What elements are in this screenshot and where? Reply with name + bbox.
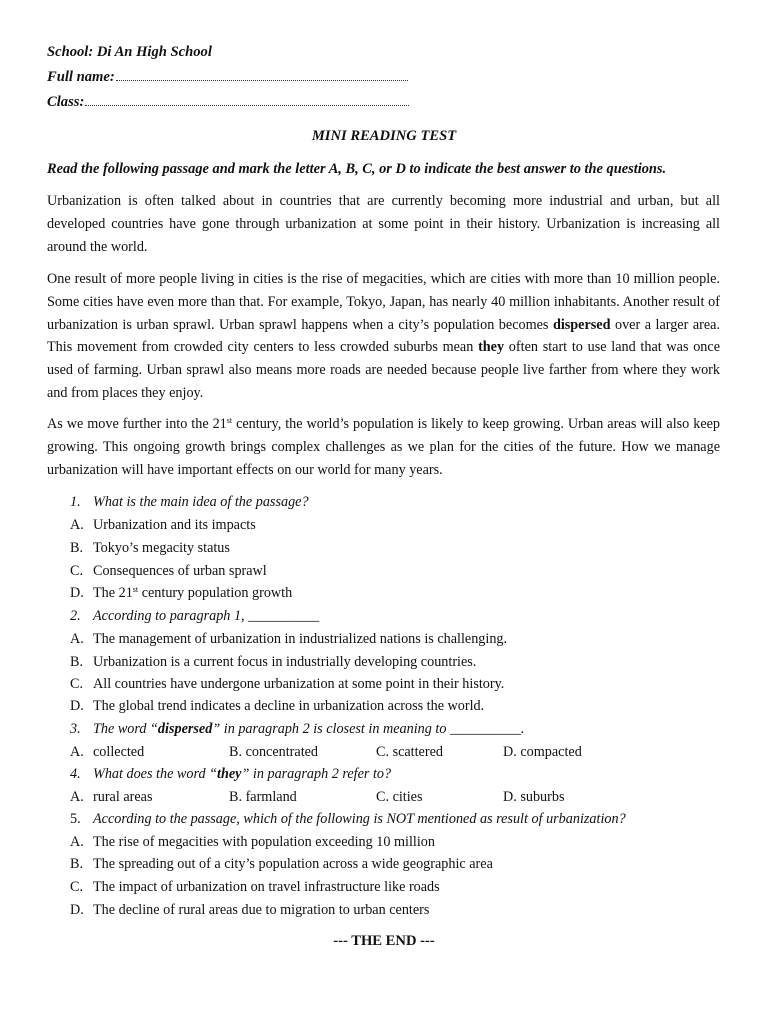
option-text-pre: The 21 [93, 585, 133, 601]
class-line [47, 94, 409, 111]
option-text: The rise of megacities with population exceeding 10 million [93, 834, 435, 850]
passage-paragraph-2 [47, 268, 720, 405]
question-number: 3. [70, 721, 81, 737]
option-text: concentrated [245, 744, 319, 760]
p2-keyword-they: they [478, 339, 505, 356]
option-text: Consequences of urban sprawl [93, 563, 267, 579]
question-text-pre: What does the word “ [93, 766, 218, 782]
option-letter: B. [70, 540, 84, 556]
option-text: The spreading out of a city’s population across a wide geographic area [93, 856, 493, 872]
fullname-label: Full name: [47, 69, 115, 85]
q4-option-b[interactable] [229, 789, 297, 806]
page-title: MINI READING TEST [311, 128, 457, 144]
end-marker: --- THE END --- [333, 933, 435, 949]
question-keyword: they [217, 766, 242, 782]
class-label: Class: [47, 94, 85, 110]
q4-option-d[interactable] [503, 789, 565, 806]
option-text: suburbs [520, 789, 565, 805]
fullname-blank [116, 79, 408, 81]
option-letter: A. [70, 834, 84, 850]
option-letter: C. [70, 563, 84, 579]
p2-keyword-dispersed: dispersed [552, 316, 611, 333]
q4-option-a-text[interactable]: rural areas [93, 789, 153, 805]
question-text: What is the main idea of the passage? [93, 494, 309, 510]
instruction: Read the following passage and mark the letter A, B, C, or D to indicate the best answer to the questions. [47, 161, 667, 177]
option-letter: D. [70, 585, 84, 601]
q3-option-a-letter[interactable]: A. [70, 744, 84, 760]
question-text: According to paragraph 1, __________ [93, 608, 320, 624]
question-keyword: dispersed [157, 721, 213, 737]
option-letter: C. [70, 879, 84, 895]
passage-paragraph-1: Urbanization is often talked about in countries that are currently becoming more industrial and urban, but all developed countries have gone through urbanization at some point in their history. Urbanization is increasing all around the world. [47, 193, 720, 255]
question-text [93, 766, 391, 783]
class-blank [85, 104, 409, 106]
question-number: 4. [70, 766, 81, 782]
question-text-pre: The word “ [93, 721, 158, 737]
option-letter: D. [70, 902, 84, 918]
option-text: The management of urbanization in industrialized nations is challenging. [93, 631, 508, 647]
question-number: 1. [70, 494, 81, 510]
option-letter: C. [376, 789, 390, 805]
q3-option-b[interactable] [229, 744, 318, 761]
q4-option-a-letter[interactable]: A. [70, 789, 84, 805]
option-text: compacted [520, 744, 582, 760]
question-text-post: ” in paragraph 2 is closest in meaning to __________. [212, 721, 525, 737]
passage-paragraph-3 [47, 413, 720, 481]
option-letter: D. [70, 698, 84, 714]
p2-text-a: One result of more people living in cities is the rise of megacities, which are cities with more than 10 million people. Some cities have even more than that. For example, Tokyo, Japan, has nearly 40 million inhabitants. Another result of urbanization is urban sprawl. Urban sprawl happens when a city’s population becomes [47, 271, 720, 333]
question-text: According to the passage, which of the following is NOT mentioned as result of urbanization? [93, 811, 626, 827]
option-text: cities [392, 789, 423, 805]
option-letter: B. [229, 789, 243, 805]
p2-text-c: over a larger area. This movement from crowded city centers to less crowded suburbs mean [47, 316, 720, 356]
p3-text-b: century, the world’s population is likely to keep growing. Urban areas will also keep growing. This ongoing growth brings complex challenges as we plan for the cities of the future. How we manage urbanization will have important effects on our world for many years. [47, 416, 721, 478]
option-letter: D. [503, 744, 517, 760]
p3-text-a: As we move further into the 21 [47, 416, 227, 432]
option-text: Tokyo’s megacity status [93, 540, 230, 556]
q3-option-c[interactable] [376, 744, 443, 761]
option-letter: C. [376, 744, 390, 760]
question-number: 2. [70, 608, 81, 624]
question-number: 5. [70, 811, 81, 827]
option-letter: B. [70, 654, 84, 670]
q4-options [70, 789, 630, 809]
q3-options [70, 744, 630, 764]
option-letter: D. [503, 789, 517, 805]
option-letter: A. [70, 517, 84, 533]
option-text: The global trend indicates a decline in urbanization across the world. [93, 698, 485, 714]
question-text-post: ” in paragraph 2 refer to? [241, 766, 392, 782]
school-name: School: Di An High School [47, 44, 212, 60]
option-superscript: st [132, 585, 139, 594]
q3-option-d[interactable] [503, 744, 582, 761]
option-letter: C. [70, 676, 84, 692]
option-letter: B. [229, 744, 243, 760]
q4-option-c[interactable] [376, 789, 423, 806]
p3-superscript: st [226, 416, 233, 425]
p2-text-e: often start to use land that was once used of farming. Urban sprawl also means more roads are needed because people live farther from where they work and from places they enjoy. [47, 339, 720, 401]
option-letter: B. [70, 856, 84, 872]
option-text: scattered [392, 744, 443, 760]
option-text: Urbanization and its impacts [93, 517, 256, 533]
question-text [93, 721, 524, 738]
option-text [93, 585, 292, 602]
option-text: The impact of urbanization on travel infrastructure like roads [93, 879, 440, 895]
q3-option-a-text[interactable]: collected [93, 744, 145, 760]
option-text: farmland [245, 789, 297, 805]
option-text: All countries have undergone urbanization at some point in their history. [93, 676, 505, 692]
option-text-post: century population growth [138, 585, 293, 601]
option-text: Urbanization is a current focus in industrially developing countries. [93, 654, 477, 670]
fullname-line [47, 69, 408, 86]
option-text: The decline of rural areas due to migration to urban centers [93, 902, 430, 918]
option-letter: A. [70, 631, 84, 647]
